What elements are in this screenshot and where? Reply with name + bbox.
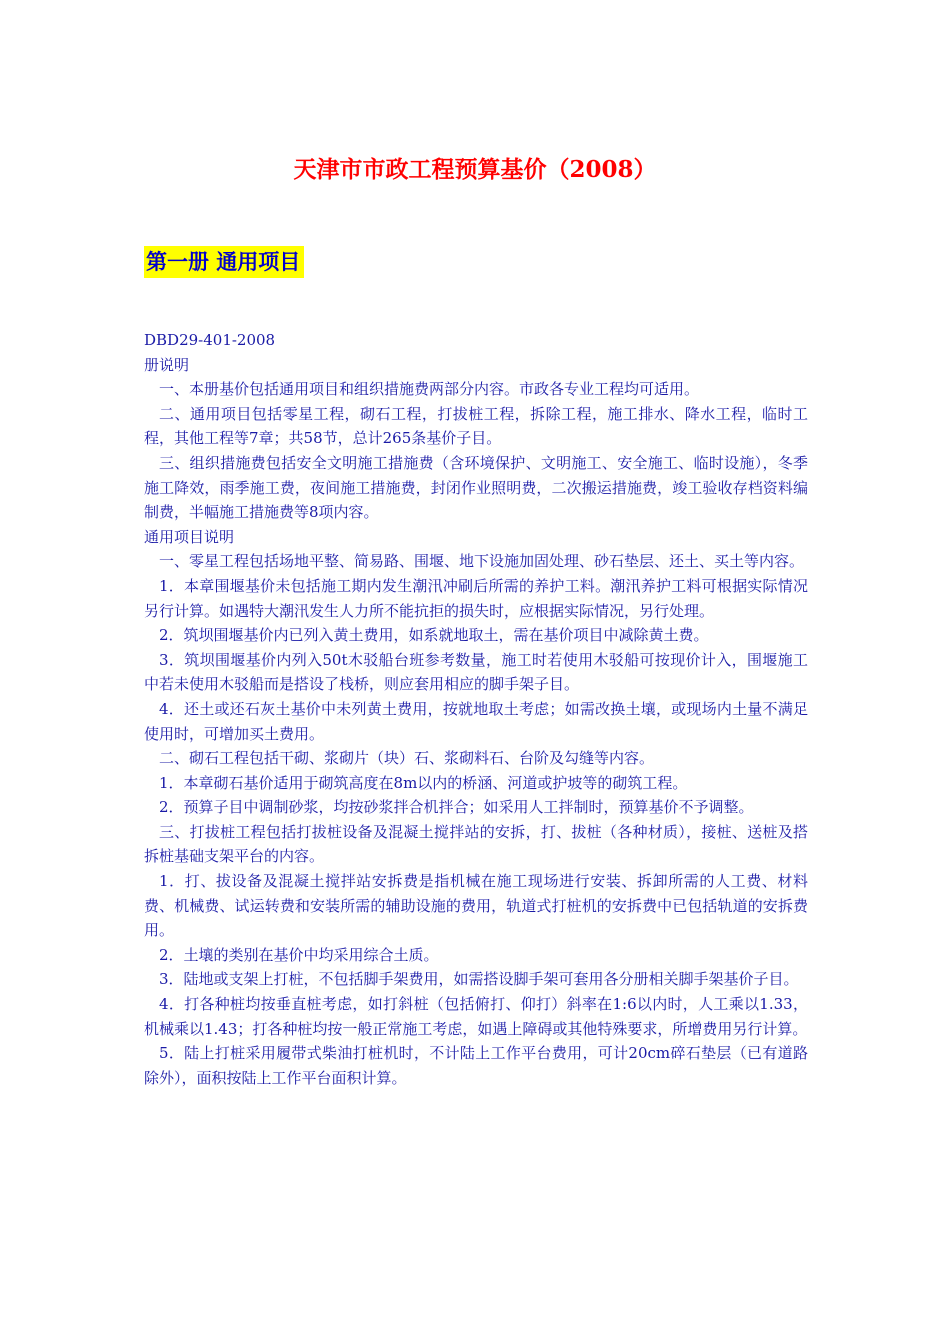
body-paragraph: 3．陆地或支架上打桩，不包括脚手架费用，如需搭设脚手架可套用各分册相关脚手架基价子目。 xyxy=(159,970,799,989)
body-paragraph: 册说明 xyxy=(144,355,190,374)
body-paragraph: 三、打拔桩工程包括打拔桩设备及混凝土搅拌站的安拆，打、拔桩（各种材质），接桩、送桩及搭拆桩基础支架平台的内容。 xyxy=(144,822,808,866)
body-paragraph: 3．筑坝围堰基价内列入50t木驳船台班参考数量，施工时若使用木驳船可按现价计入，围堰施工中若未使用木驳船而是搭设了栈桥，则应套用相应的脚手架子目。 xyxy=(144,650,808,694)
body-paragraph: 二、通用项目包括零星工程，砌石工程，打拔桩工程，拆除工程，施工排水、降水工程，临时工程，其他工程等7章；共58节，总计265条基价子目。 xyxy=(144,404,808,448)
body-paragraph: 三、组织措施费包括安全文明施工措施费（含环境保护、文明施工、安全施工、临时设施），冬季施工降效，雨季施工费，夜间施工措施费，封闭作业照明费，二次搬运措施费，竣工验收存档资料编制费，半幅施工措施费等8项内容。 xyxy=(144,453,808,522)
body-paragraph: 1．本章围堰基价未包括施工期内发生潮汛冲刷后所需的养护工料。潮汛养护工料可根据实际情况另行计算。如遇特大潮汛发生人力所不能抗拒的损失时，应根据实际情况，另行处理。 xyxy=(144,576,808,620)
body-paragraph: 二、砌石工程包括干砌、浆砌片（块）石、浆砌料石、台阶及勾缝等内容。 xyxy=(159,749,655,768)
body-paragraph: 5．陆上打桩采用履带式柴油打桩机时，不计陆上工作平台费用，可计20cm碎石垫层（已有道路除外），面积按陆上工作平台面积计算。 xyxy=(144,1044,808,1087)
volume-heading: 第一册 通用项目 xyxy=(144,246,304,278)
body-paragraph: 4．还土或还石灰土基价中未列黄土费用，按就地取土考虑；如需改换土壤，或现场内土量不满足使用时，可增加买土费用。 xyxy=(144,699,808,743)
body-paragraph: 2．土壤的类别在基价中均采用综合土质。 xyxy=(159,945,439,964)
body-paragraph: 1．本章砌石基价适用于砌筑高度在8m以内的桥涵、河道或护坡等的砌筑工程。 xyxy=(159,773,688,792)
body-paragraph: 4．打各种桩均按垂直桩考虑，如打斜桩（包括俯打、仰打）斜率在1:6以内时，人工乘以1.33，机械乘以1.43；打各种桩均按一般正常施工考虑，如遇上障碍或其他特殊要求，所增费用另行计算。 xyxy=(144,995,808,1038)
document-body xyxy=(144,328,808,1090)
body-paragraph: DBD29-401-2008 xyxy=(144,331,276,349)
body-paragraph: 一、本册基价包括通用项目和组织措施费两部分内容。市政各专业工程均可适用。 xyxy=(159,380,700,399)
body-paragraph: 通用项目说明 xyxy=(144,527,235,546)
document-title: 天津市市政工程预算基价（2008） xyxy=(293,156,657,183)
body-paragraph: 1．打、拔设备及混凝土搅拌站安拆费是指机械在施工现场进行安装、拆卸所需的人工费、材料费、机械费、试运转费和安装所需的辅助设施的费用，轨道式打桩机的安拆费中已包括轨道的安拆费用。 xyxy=(144,872,808,940)
body-paragraph: 2．预算子目中调制砂浆，均按砂浆拌合机拌合；如采用人工拌制时，预算基价不予调整。 xyxy=(159,798,754,817)
body-paragraph: 2．筑坝围堰基价内已列入黄土费用，如系就地取土，需在基价项目中减除黄土费。 xyxy=(159,626,709,645)
body-paragraph: 一、零星工程包括场地平整、简易路、围堰、地下设施加固处理、砂石垫层、还土、买土等内容。 xyxy=(159,552,805,571)
